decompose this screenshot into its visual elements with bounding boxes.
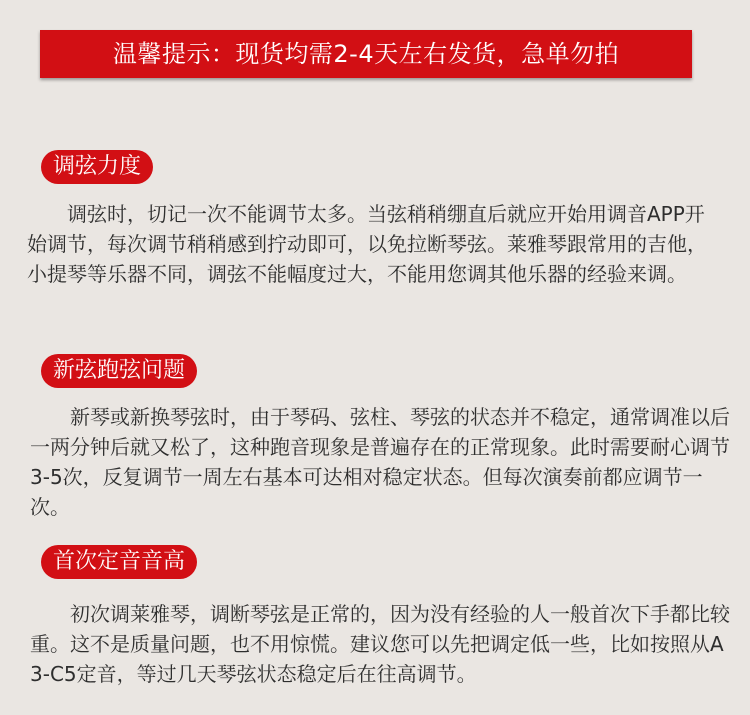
- notice-banner: [40, 30, 692, 78]
- section-heading-tuning-force: 调弦力度: [41, 150, 153, 184]
- section-body-new-string-slipping: 新琴或新换琴弦时，由于琴码、弦柱、琴弦的状态并不稳定，通常调准以后一两分钟后就又松了，这种跑音现象是普遍存在的正常现象。此时需要耐心调节3-5次，反复调节一周左右基本可达相对稳定状态。但每次演奏前都应调节一次。: [30, 405, 730, 519]
- section-heading-new-string-slipping: 新弦跑弦问题: [41, 354, 197, 388]
- notice-text: 温馨提示：现货均需2-4天左右发货，急单勿拍: [112, 40, 620, 68]
- section-body-first-pitch: 初次调莱雅琴，调断琴弦是正常的，因为没有经验的人一般首次下手都比较重。这不是质量问题，也不用惊慌。建议您可以先把调定低一些，比如按照从A3-C5定音，等过几天琴弦状态稳定后在往高调节。: [30, 602, 730, 686]
- section-body-tuning-force: 调弦时，切记一次不能调节太多。当弦稍稍绷直后就应开始用调音APP开始调节，每次调节稍稍感到拧动即可，以免拉断琴弦。莱雅琴跟常用的吉他，小提琴等乐器不同，调弦不能幅度过大，不能用您调其他乐器的经验来调。: [27, 202, 707, 286]
- section-heading-first-pitch: 首次定音音高: [41, 545, 197, 579]
